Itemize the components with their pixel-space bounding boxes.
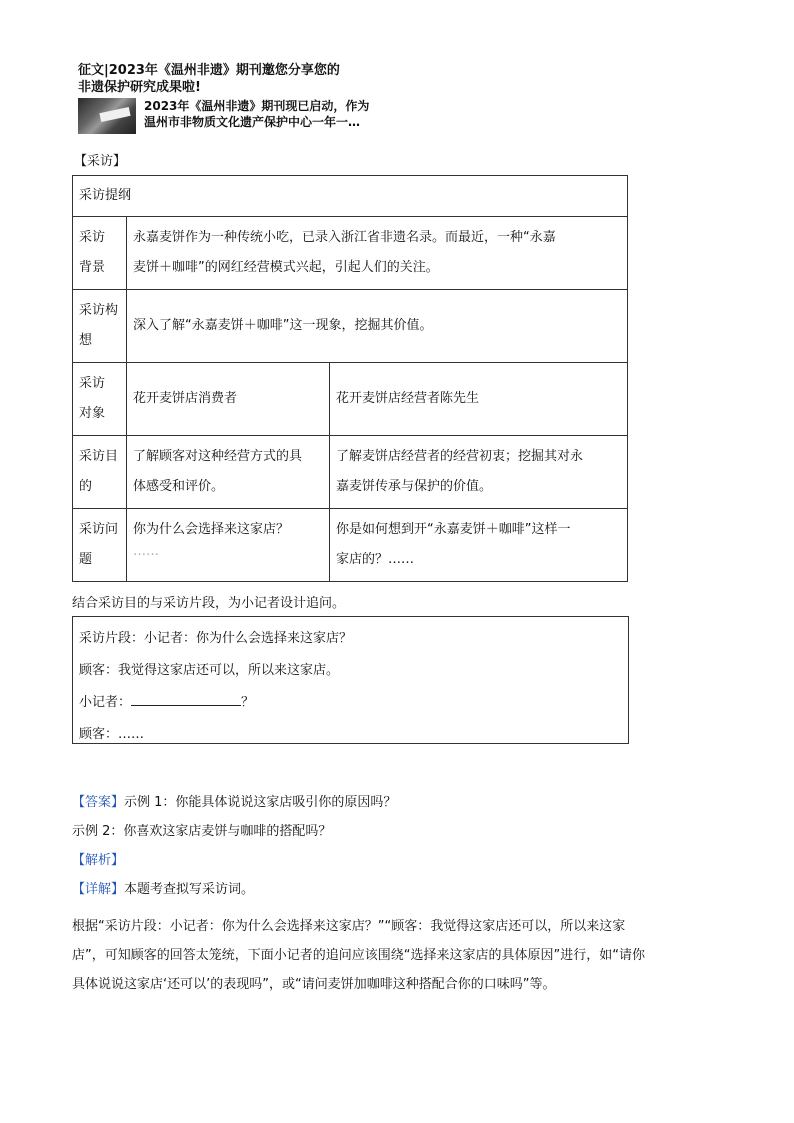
promo-title-line2: 非遗保护研究成果啦!: [78, 80, 201, 95]
label-line: 采访目: [79, 449, 119, 464]
cell-line: 麦饼＋咖啡”的网红经营模式兴起，引起人们的关注。: [133, 260, 439, 275]
target-right: 花开麦饼店经营者陈先生: [330, 363, 628, 436]
fragment-line: 顾客：……: [79, 727, 145, 742]
cell-line: 嘉麦饼传承与保护的价值。: [336, 479, 493, 494]
question-left: [127, 509, 330, 582]
background-text: [127, 217, 628, 290]
table-row-concept: [73, 290, 628, 363]
promo-title[interactable]: [78, 62, 398, 96]
label-line: 采访: [79, 376, 106, 391]
cell-line: 了解顾客对这种经营方式的具: [133, 449, 303, 464]
answer-example1: 示例 1：你能具体说说这家店吸引你的原因吗？: [124, 795, 397, 810]
ellipsis-hint: ……: [133, 544, 159, 559]
detail-tag: 【详解】: [72, 882, 125, 897]
detail-text: 本题考查拟写采访词。: [124, 882, 255, 897]
row-label-purpose: [73, 436, 127, 509]
thumbnail-banner: [99, 107, 130, 122]
label-line: 题: [79, 552, 93, 567]
fragment-line: 顾客：我觉得这家店还可以，所以来这家店。: [79, 663, 340, 678]
table-row-header: [73, 176, 628, 217]
promo-summary: [144, 98, 369, 134]
concept-text: 深入了解“永嘉麦饼＋咖啡”这一现象，挖掘其价值。: [127, 290, 628, 363]
row-label-target: [73, 363, 127, 436]
target-left: 花开麦饼店消费者: [127, 363, 330, 436]
outline-header: 采访提纲: [73, 176, 628, 217]
interview-outline-table: [72, 175, 628, 582]
label-line: 采访问: [79, 522, 119, 537]
promo-card[interactable]: [78, 62, 398, 134]
cell-line: 你是如何想到开“永嘉麦饼＋咖啡”这样一: [336, 522, 571, 537]
fragment-suffix: ？: [241, 695, 255, 710]
answer-example2: 示例 2：你喜欢这家店麦饼与咖啡的搭配吗？: [72, 824, 332, 839]
label-line: 想: [79, 333, 93, 348]
promo-summary-line2: 温州市非物质文化遗产保护中心一年一…: [144, 115, 361, 129]
promo-thumbnail[interactable]: [78, 98, 136, 134]
fragment-line: 采访片段：小记者：你为什么会选择来这家店？: [79, 631, 353, 646]
table-row-purpose: [73, 436, 628, 509]
cell-line: 永嘉麦饼作为一种传统小吃，已录入浙江省非遗名录。而最近，一种“永嘉: [133, 230, 556, 245]
label-line: 采访构: [79, 303, 119, 318]
label-line: 对象: [79, 406, 106, 421]
instruction-text: 结合采访目的与采访片段，为小记者设计追问。: [72, 596, 346, 611]
label-line: 采访: [79, 230, 106, 245]
fragment-line-blank: [79, 687, 622, 719]
explanation-line: 具体说说这家店‘还可以’的表现吗”，或“请问麦饼加咖啡这种搭配合你的口味吗”等。: [72, 977, 556, 992]
table-row-background: [73, 217, 628, 290]
answer-line1: [72, 788, 712, 817]
explanation-paragraph: [72, 912, 720, 999]
promo-title-line1: 征文|2023年《温州非遗》期刊邀您分享您的: [78, 63, 340, 78]
detail-line: [72, 875, 712, 904]
table-row-target: [73, 363, 628, 436]
label-line: 的: [79, 479, 93, 494]
analysis-tag: 【解析】: [72, 853, 125, 868]
purpose-left: [127, 436, 330, 509]
answer-block: [72, 788, 712, 904]
question-right: [330, 509, 628, 582]
cell-line: 你为什么会选择来这家店？: [133, 522, 290, 537]
purpose-right: [330, 436, 628, 509]
interview-fragment-box: [72, 616, 629, 744]
cell-line: 家店的？……: [336, 552, 415, 567]
label-line: 背景: [79, 260, 106, 275]
explanation-line: 根据“采访片段：小记者：你为什么会选择来这家店？”“顾客：我觉得这家店还可以，所以来这家: [72, 919, 626, 934]
cell-line: 了解麦饼店经营者的经营初衷；挖掘其对永: [336, 449, 584, 464]
answer-tag: 【答案】: [72, 795, 125, 810]
table-row-question: [73, 509, 628, 582]
row-label-question: [73, 509, 127, 582]
promo-body: [78, 98, 398, 134]
promo-summary-line1: 2023年《温州非遗》期刊现已启动，作为: [144, 99, 370, 113]
row-label-concept: [73, 290, 127, 363]
cell-line: 体感受和评价。: [133, 479, 225, 494]
row-label-background: [73, 217, 127, 290]
fragment-prefix: 小记者：: [79, 695, 132, 710]
section-label: 【采访】: [74, 154, 127, 169]
explanation-line: 店”，可知顾客的回答太笼统，下面小记者的追问应该围绕“选择来这家店的具体原因”进行，如“请你: [72, 948, 645, 963]
answer-blank: [131, 693, 241, 706]
